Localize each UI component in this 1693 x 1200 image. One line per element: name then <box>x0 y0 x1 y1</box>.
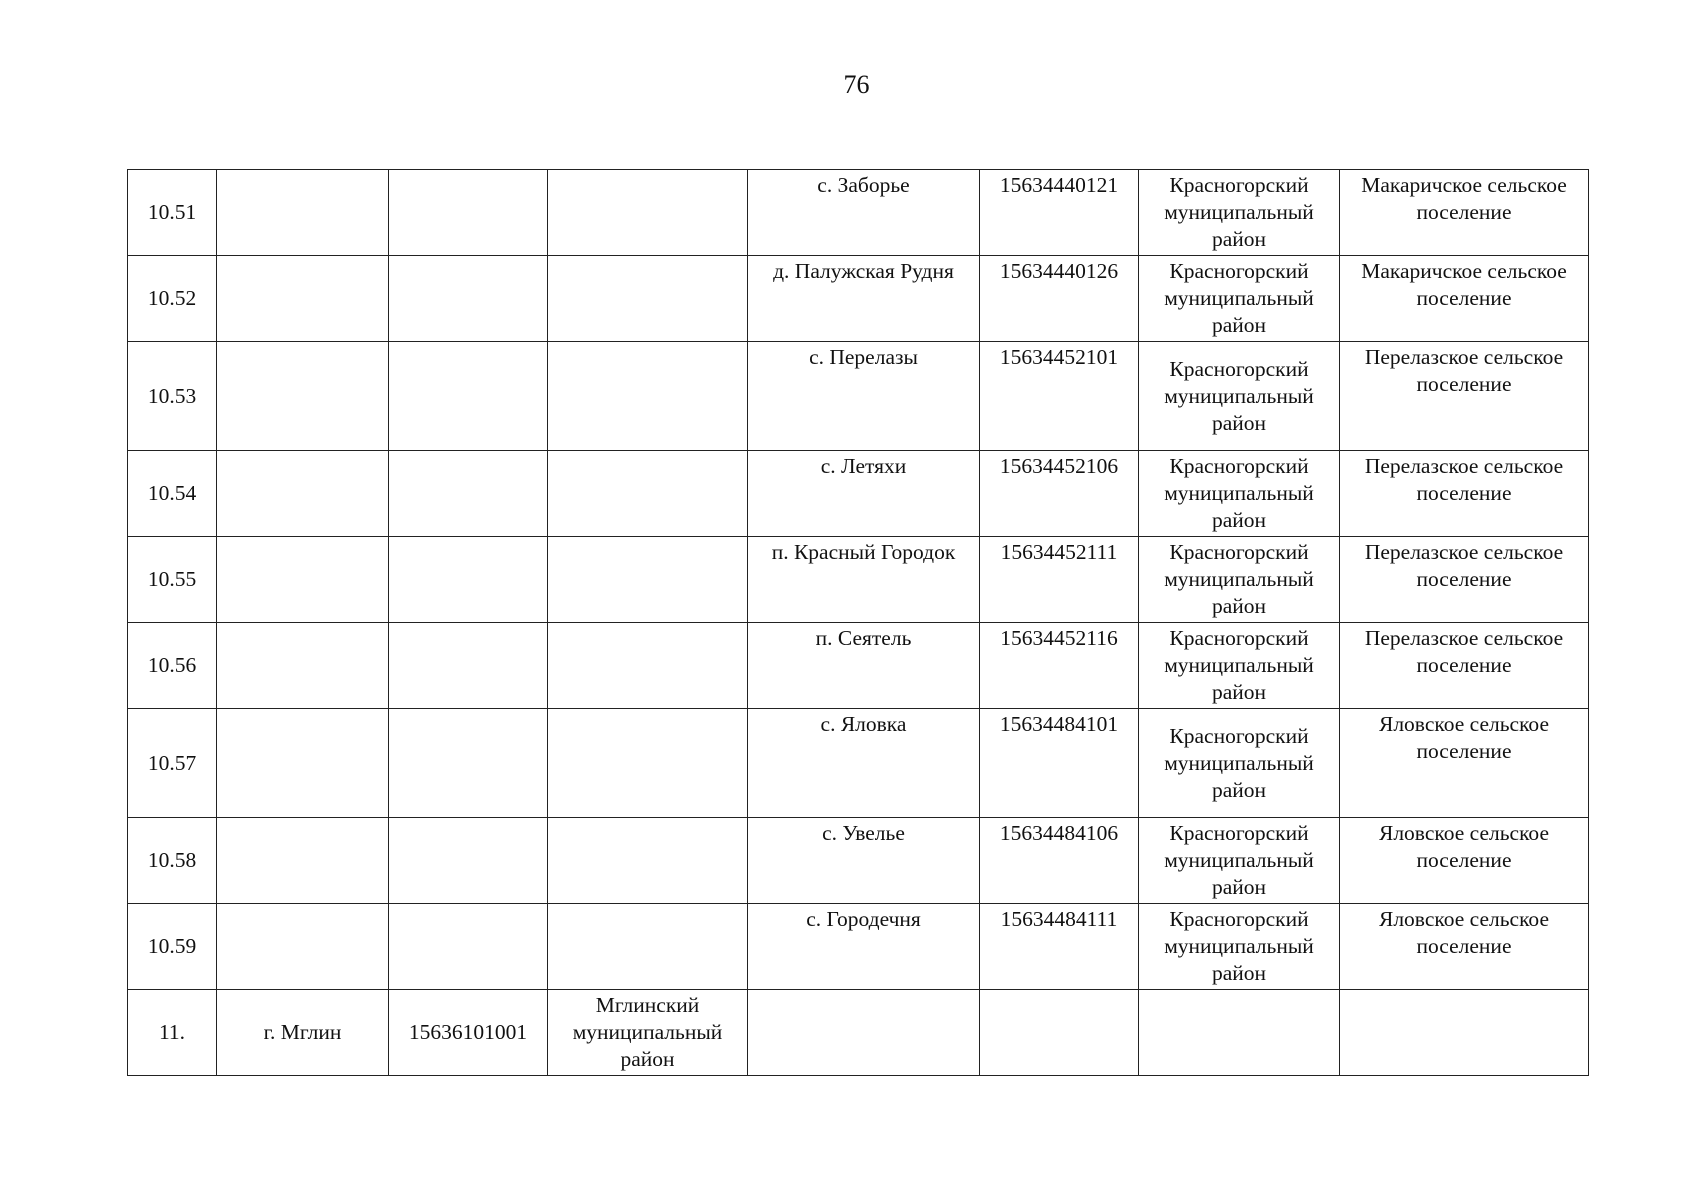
city-code-cell <box>389 709 548 818</box>
city-cell <box>217 623 389 709</box>
city-code-cell <box>389 904 548 990</box>
settlements-table <box>127 169 1589 1076</box>
city-district-cell <box>548 623 748 709</box>
code-cell: 15634484106 <box>980 818 1139 904</box>
municipality-cell: Перелазское сельское поселение <box>1340 537 1589 623</box>
district-cell: Красногорский муниципальный район <box>1139 623 1340 709</box>
code-cell: 15634452111 <box>980 537 1139 623</box>
city-cell <box>217 256 389 342</box>
table-row <box>128 623 1589 709</box>
city-district-cell <box>548 451 748 537</box>
city-district-cell <box>548 818 748 904</box>
code-cell: 15634452101 <box>980 342 1139 451</box>
city-code-cell <box>389 451 548 537</box>
row-number: 10.58 <box>128 818 217 904</box>
municipality-cell: Перелазское сельское поселение <box>1340 451 1589 537</box>
city-district-cell <box>548 709 748 818</box>
city-cell <box>217 170 389 256</box>
row-number: 10.55 <box>128 537 217 623</box>
city-cell <box>217 818 389 904</box>
settlement-cell: д. Палужская Рудня <box>748 256 980 342</box>
row-number: 10.59 <box>128 904 217 990</box>
district-cell: Красногорский муниципальный район <box>1139 170 1340 256</box>
district-cell: Красногорский муниципальный район <box>1139 451 1340 537</box>
row-number: 10.54 <box>128 451 217 537</box>
table-row <box>128 904 1589 990</box>
district-cell <box>1139 990 1340 1076</box>
city-district-cell <box>548 342 748 451</box>
settlement-cell: с. Летяхи <box>748 451 980 537</box>
city-code-cell: 15636101001 <box>389 990 548 1076</box>
district-cell: Красногорский муниципальный район <box>1139 342 1340 451</box>
settlement-cell: с. Увелье <box>748 818 980 904</box>
municipality-cell: Яловское сельское поселение <box>1340 818 1589 904</box>
city-district-cell <box>548 170 748 256</box>
municipality-cell: Перелазское сельское поселение <box>1340 623 1589 709</box>
city-cell <box>217 537 389 623</box>
city-district-cell <box>548 256 748 342</box>
code-cell: 15634440126 <box>980 256 1139 342</box>
settlement-cell: п. Красный Городок <box>748 537 980 623</box>
row-number: 10.57 <box>128 709 217 818</box>
city-district-cell <box>548 904 748 990</box>
city-cell <box>217 451 389 537</box>
municipality-cell: Яловское сельское поселение <box>1340 904 1589 990</box>
row-number: 10.53 <box>128 342 217 451</box>
settlement-cell: с. Городечня <box>748 904 980 990</box>
city-code-cell <box>389 818 548 904</box>
municipality-cell: Макаричское сельское поселение <box>1340 170 1589 256</box>
code-cell <box>980 990 1139 1076</box>
district-cell: Красногорский муниципальный район <box>1139 256 1340 342</box>
city-cell <box>217 709 389 818</box>
code-cell: 15634452106 <box>980 451 1139 537</box>
table-row <box>128 818 1589 904</box>
municipality-cell <box>1340 990 1589 1076</box>
city-code-cell <box>389 537 548 623</box>
district-cell: Красногорский муниципальный район <box>1139 537 1340 623</box>
city-cell: г. Мглин <box>217 990 389 1076</box>
city-district-cell <box>548 537 748 623</box>
row-number: 11. <box>128 990 217 1076</box>
settlement-cell: с. Яловка <box>748 709 980 818</box>
table-row <box>128 990 1589 1076</box>
code-cell: 15634440121 <box>980 170 1139 256</box>
table-row <box>128 709 1589 818</box>
municipality-cell: Макаричское сельское поселение <box>1340 256 1589 342</box>
row-number: 10.51 <box>128 170 217 256</box>
table-row <box>128 256 1589 342</box>
settlement-cell: п. Сеятель <box>748 623 980 709</box>
city-code-cell <box>389 170 548 256</box>
district-cell: Красногорский муниципальный район <box>1139 904 1340 990</box>
table-row <box>128 342 1589 451</box>
row-number: 10.52 <box>128 256 217 342</box>
city-code-cell <box>389 623 548 709</box>
table-row <box>128 537 1589 623</box>
municipality-cell: Яловское сельское поселение <box>1340 709 1589 818</box>
city-district-cell: Мглинский муниципальный район <box>548 990 748 1076</box>
city-code-cell <box>389 256 548 342</box>
table-row <box>128 170 1589 256</box>
settlement-cell: с. Перелазы <box>748 342 980 451</box>
settlement-cell: с. Заборье <box>748 170 980 256</box>
settlement-cell <box>748 990 980 1076</box>
city-code-cell <box>389 342 548 451</box>
district-cell: Красногорский муниципальный район <box>1139 709 1340 818</box>
municipality-cell: Перелазское сельское поселение <box>1340 342 1589 451</box>
city-cell <box>217 904 389 990</box>
table-row <box>128 451 1589 537</box>
code-cell: 15634452116 <box>980 623 1139 709</box>
code-cell: 15634484111 <box>980 904 1139 990</box>
page-number: 76 <box>843 70 870 99</box>
district-cell: Красногорский муниципальный район <box>1139 818 1340 904</box>
city-cell <box>217 342 389 451</box>
code-cell: 15634484101 <box>980 709 1139 818</box>
row-number: 10.56 <box>128 623 217 709</box>
